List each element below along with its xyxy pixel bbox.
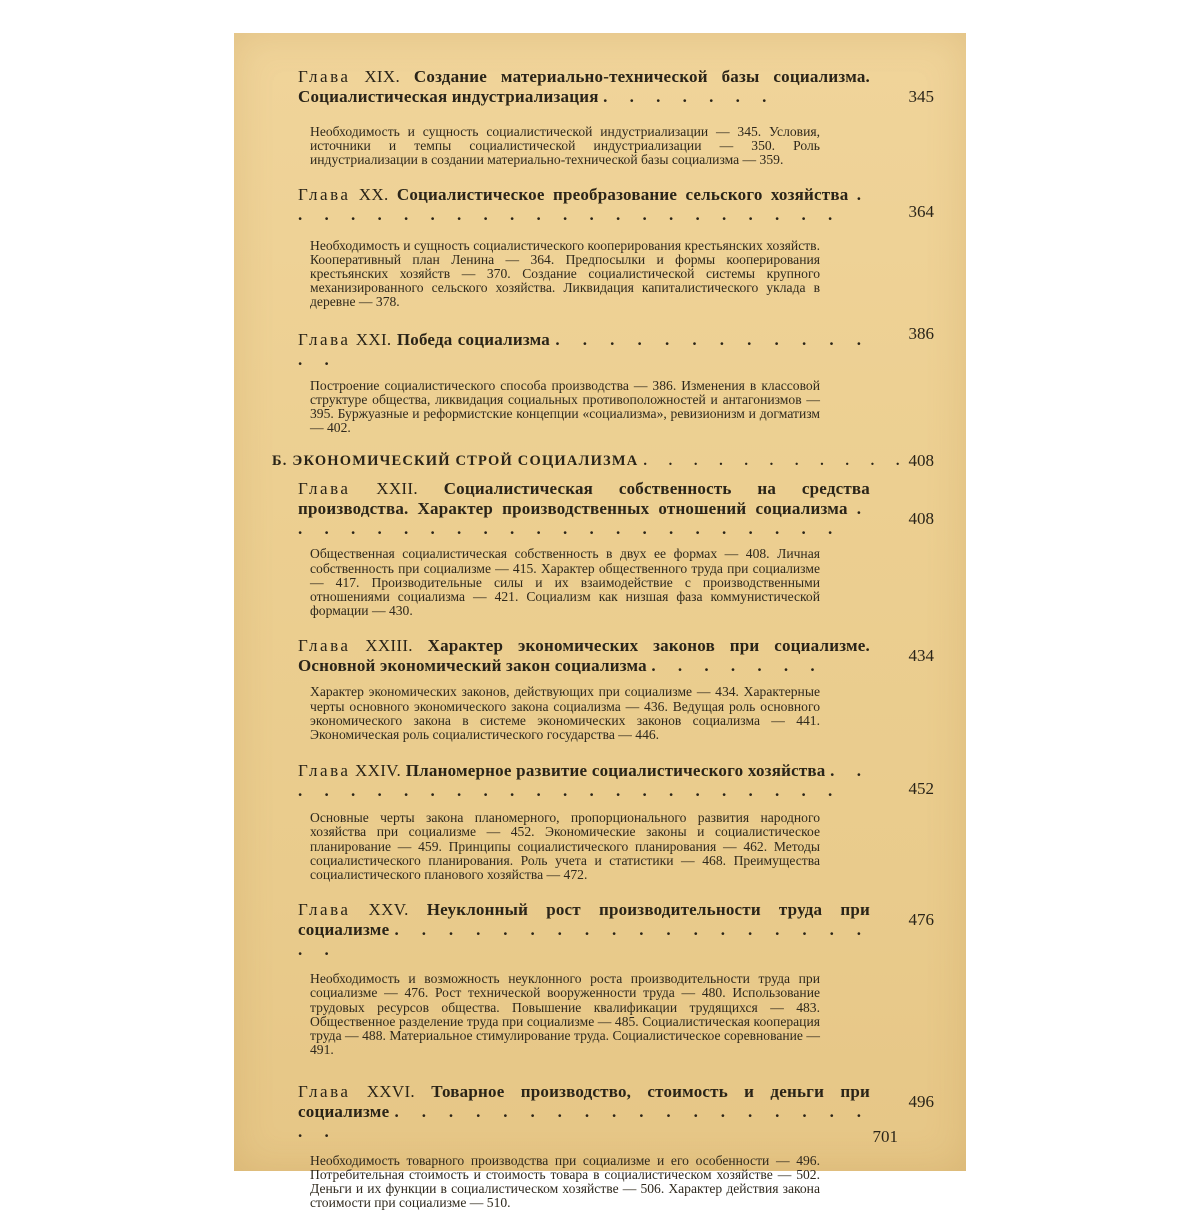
chapter-page-number: 434 [909, 646, 935, 666]
chapter-label: Глава [298, 761, 350, 780]
chapter-heading [270, 330, 870, 370]
chapter-description: Характер экономических законов, действующих при социализме — 434. Характерные черты основного экономического закона социализма — 436. Ведущая роль основного экономического закона в системе экономических законов социализма — 441. Экономическая роль социалистического государства — 446. [310, 685, 820, 742]
toc-chapter-26 [270, 1082, 934, 1210]
chapter-title: Социалистическое преобразование сельского хозяйства [397, 185, 849, 204]
chapter-number: XIX. [364, 67, 400, 86]
toc-chapter-19 [270, 67, 934, 168]
chapter-number: XXV. [369, 900, 409, 919]
chapter-heading [270, 185, 870, 225]
chapter-number: XXII. [376, 479, 418, 498]
leader-dots: . . . . . . . . . . . . . . . . . . . . [298, 920, 870, 959]
chapter-description: Построение социалистического способа производства — 386. Изменения в классовой структуре общества, ликвидация социальных противоположностей и антагонизмов — 395. Буржуазные и реформистские концепции «социализма», ревизионизм и догматизм — 402. [310, 379, 820, 436]
chapter-heading [270, 67, 870, 107]
chapter-heading [270, 636, 870, 676]
chapter-page-number: 452 [909, 779, 935, 799]
chapter-label: Глава [298, 636, 350, 655]
chapter-page-number: 408 [909, 509, 935, 529]
chapter-description: Необходимость товарного производства при социализме и его особенности — 496. Потребительная стоимость и стоимость товара в социалистическом хозяйстве — 502. Деньги и их функции в социалистическом хозяйстве — 506. Характер действия закона стоимости при социализме — 510. [310, 1154, 820, 1210]
chapter-description: Необходимость и возможность неуклонного роста производительности труда при социализме — 476. Рост технической вооруженности труда — 480. Использование трудовых ресурсов общества. Повышение квалификации трудящихся — 483. Общественное разделение труда при социализме — 485. Социалистическая кооперация труда — 488. Материальное стимулирование труда. Социалистическое соревнование — 491. [310, 972, 820, 1057]
chapter-label: Глава [298, 67, 350, 86]
leader-dots: . . . . . . . [651, 656, 823, 675]
chapter-heading [270, 900, 870, 960]
chapter-label: Глава [298, 900, 350, 919]
section-heading [270, 451, 934, 471]
chapter-page-number: 345 [909, 87, 935, 107]
section-title: Б. ЭКОНОМИЧЕСКИЙ СТРОЙ СОЦИАЛИЗМА [272, 453, 638, 469]
chapter-title: Характер экономических законов при социализме. Основной экономический закон социализма [298, 636, 870, 675]
chapter-label: Глава [298, 1082, 350, 1101]
leader-dots: . . . . . . . [603, 87, 775, 106]
chapter-description: Необходимость и сущность социалистической индустриализации — 345. Условия, источники и темпы социалистической индустриализации — 350. Роль индустриализации в создании материально-технической базы социализма — 359. [310, 125, 820, 168]
chapter-description: Основные черты закона планомерного, пропорционального развития народного хозяйства при социализме — 452. Экономические законы и социалистическое планирование — 459. Принципы социалистического планирования — 462. Методы социалистического планирования. Роль учета и статистики — 468. Преимущества социалистического планового хозяйства — 472. [310, 811, 820, 882]
chapter-label: Глава [298, 185, 350, 204]
chapter-title: Создание материально-технической базы социализма. Социалистическая индустриализация [298, 67, 870, 106]
toc-chapter-21 [270, 330, 934, 436]
chapter-number: XXIII. [365, 636, 413, 655]
chapter-heading [270, 479, 870, 539]
chapter-label: Глава [298, 479, 350, 498]
chapter-page-number: 496 [909, 1092, 935, 1112]
chapter-number: XXI. [356, 330, 392, 349]
chapter-title: Победа социализма [397, 330, 550, 349]
chapter-description: Необходимость и сущность социалистического кооперирования крестьянских хозяйств. Кооперативный план Ленина — 364. Предпосылки и формы кооперирования крестьянских хозяйств — 370. Создание социалистической системы крупного механизированного сельского хозяйства. Ликвидация капиталистического уклада в деревне — 378. [310, 239, 820, 310]
chapter-number: XX. [359, 185, 389, 204]
chapter-page-number: 386 [909, 324, 935, 344]
leader-dots: . . . . . . . . . . . . . . . . . . . . . . [298, 185, 870, 224]
chapter-label: Глава [298, 330, 350, 349]
leader-dots: . . . . . . . . . . . . . . . . . . . . [298, 1102, 870, 1141]
leader-dots: . . . . . . . . . . . . . . . . . . . . . . . [298, 761, 870, 800]
toc-chapter-22 [270, 479, 934, 618]
chapter-title: Социалистическая собственность на средства производства. Характер производственных отношений социализма [298, 479, 870, 518]
leader-dots: . . . . . . . . . . . [643, 453, 908, 469]
chapter-title: Товарное производство, стоимость и деньги при социализме [298, 1082, 870, 1121]
page-number: 701 [873, 1127, 899, 1147]
chapter-number: XXIV. [355, 761, 401, 780]
toc-chapter-25 [270, 900, 934, 1057]
section-page-number: 408 [909, 451, 935, 471]
chapter-description: Общественная социалистическая собственность в двух ее формах — 408. Личная собственность при социализме — 415. Характер общественного труда при социализме — 417. Производительные силы и их взаимодействие с производственными отношениями социализма — 421. Социализм как низшая фаза коммунистической формации — 430. [310, 547, 820, 618]
toc-chapter-24 [270, 761, 934, 882]
toc-chapter-20 [270, 185, 934, 310]
leader-dots: . . . . . . . . . . . . . . . . . . . . . . [298, 499, 870, 538]
chapter-page-number: 364 [909, 202, 935, 222]
toc-chapter-23 [270, 636, 934, 742]
chapter-heading [270, 1082, 870, 1142]
chapter-title: Неуклонный рост производительности труда при социализме [298, 900, 870, 939]
chapter-number: XXVI. [367, 1082, 415, 1101]
table-of-contents [270, 67, 934, 1210]
chapter-heading [270, 761, 870, 801]
book-page [234, 33, 966, 1171]
leader-dots: . . . . . . . . . . . . . . [298, 330, 870, 369]
chapter-page-number: 476 [909, 910, 935, 930]
chapter-title: Планомерное развитие социалистического хозяйства [406, 761, 826, 780]
